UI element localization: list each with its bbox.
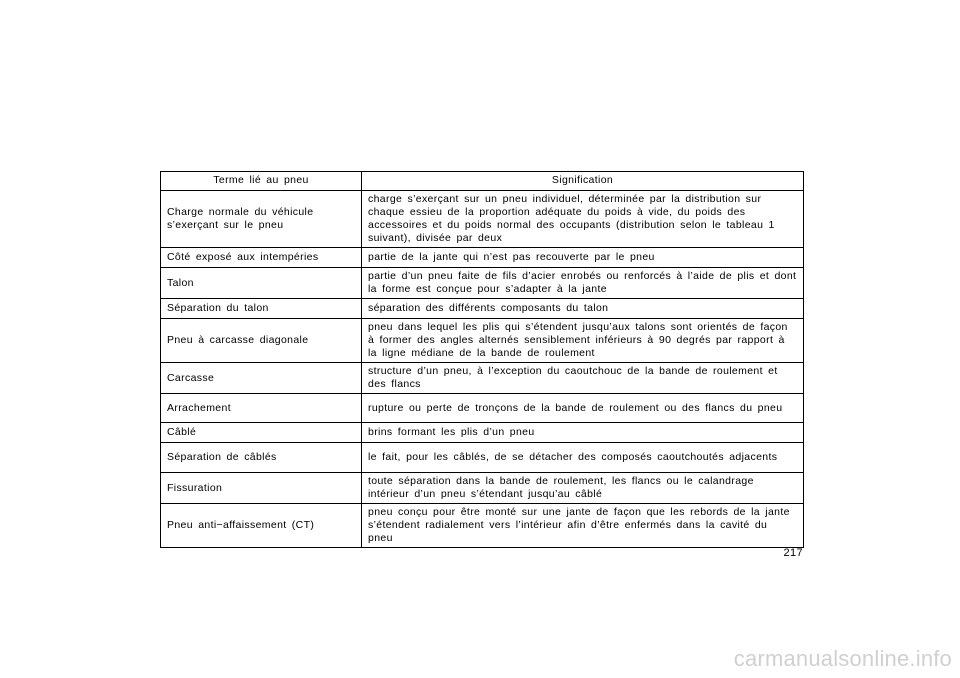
term-cell: Pneu à carcasse diagonale (161, 319, 362, 363)
table-row (161, 191, 804, 248)
term-cell: Arrachement (161, 394, 362, 423)
table-row (161, 363, 804, 394)
meaning-cell: pneu dans lequel les plis qui s’étendent jusqu’aux talons sont orientés de façon à former des angles alternés sensiblement inférieurs à 90 degrés par rapport à la ligne médiane de la bande de roulement (362, 319, 804, 363)
header-row (161, 172, 804, 191)
meaning-cell: pneu conçu pour être monté sur une jante de façon que les rebords de la jante s’étendent radialement vers l’intérieur afin d’être enfermés dans la cavité du pneu (362, 504, 804, 548)
term-cell: Carcasse (161, 363, 362, 394)
table-row (161, 473, 804, 504)
watermark-logo: carmanualsonline.info (733, 646, 952, 671)
meaning-cell: toute séparation dans la bande de roulement, les flancs ou le calandrage intérieur d’un pneu s’étendant jusqu’au câblé (362, 473, 804, 504)
header-meaning: Signification (362, 172, 804, 191)
term-cell: Séparation de câblés (161, 443, 362, 473)
meaning-cell: le fait, pour les câblés, de se détacher des composés caoutchoutés adjacents (362, 443, 804, 473)
meaning-cell: structure d’un pneu, à l’exception du caoutchouc de la bande de roulement et des flancs (362, 363, 804, 394)
table-row (161, 319, 804, 363)
table-row (161, 423, 804, 443)
term-cell: Séparation du talon (161, 299, 362, 319)
table-row (161, 248, 804, 268)
header-term: Terme lié au pneu (161, 172, 362, 191)
table-row (161, 504, 804, 548)
term-cell: Fissuration (161, 473, 362, 504)
table-row (161, 443, 804, 473)
table-row (161, 299, 804, 319)
meaning-cell: partie de la jante qui n’est pas recouverte par le pneu (362, 248, 804, 268)
term-cell: Pneu anti−affaissement (CT) (161, 504, 362, 548)
meaning-cell: partie d’un pneu faite de fils d’acier enrobés ou renforcés à l’aide de plis et dont la forme est conçue pour s’adapter à la jante (362, 268, 804, 299)
meaning-cell: brins formant les plis d’un pneu (362, 423, 804, 443)
meaning-cell: charge s’exerçant sur un pneu individuel, déterminée par la distribution sur chaque essieu de la proportion adéquate du poids à vide, du poids des accessoires et du poids normal des occupants (distribution selon le tableau 1 suivant), divisée par deux (362, 191, 804, 248)
tire-terms-table (160, 171, 804, 548)
table-row (161, 394, 804, 423)
meaning-cell: rupture ou perte de tronçons de la bande de roulement ou des flancs du pneu (362, 394, 804, 423)
meaning-cell: séparation des différents composants du talon (362, 299, 804, 319)
page-number: 217 (783, 547, 803, 559)
term-cell: Côté exposé aux intempéries (161, 248, 362, 268)
table-row (161, 268, 804, 299)
term-cell: Talon (161, 268, 362, 299)
term-cell: Câblé (161, 423, 362, 443)
term-cell: Charge normale du véhicule s’exerçant sur le pneu (161, 191, 362, 248)
